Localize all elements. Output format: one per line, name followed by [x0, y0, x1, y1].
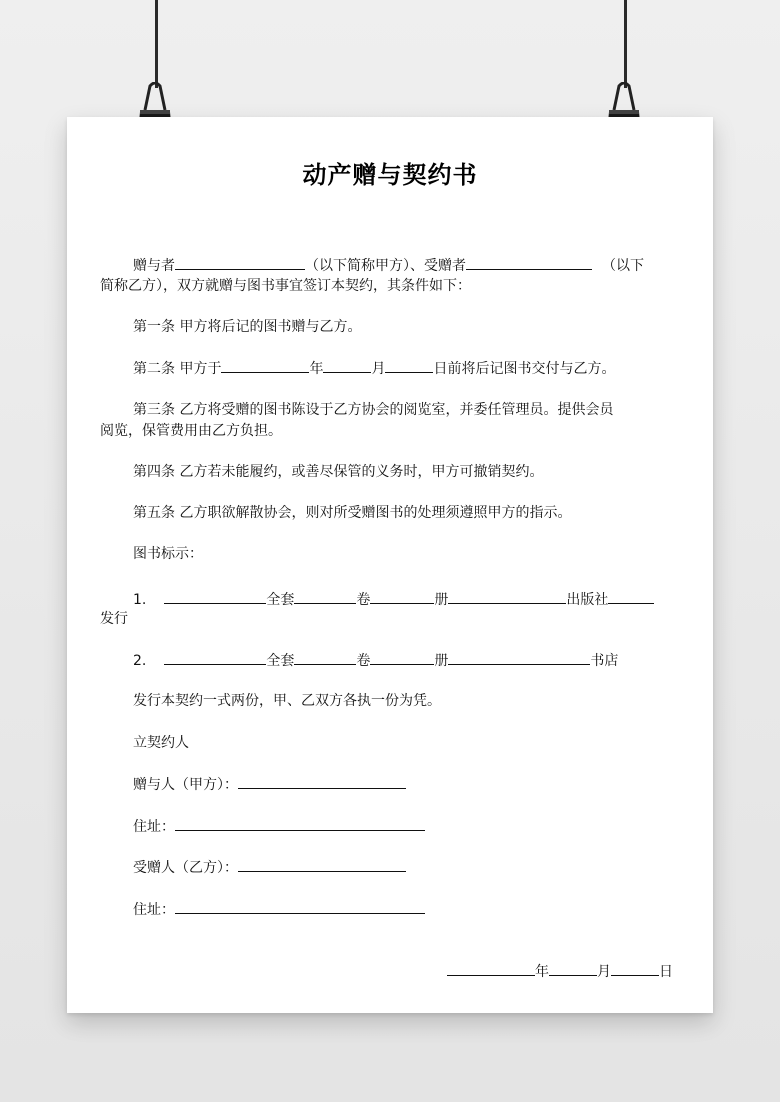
document-page: [67, 117, 713, 1013]
hanging-wire-right: [624, 0, 627, 88]
item-1-number: 1.: [133, 592, 147, 608]
volume-label: 卷: [356, 592, 371, 608]
signing-date: [447, 961, 673, 983]
donee-address-blank: [175, 899, 425, 914]
delivery-year-blank: [221, 358, 309, 373]
year-label: 年: [309, 361, 324, 377]
donor-blank: [175, 255, 305, 270]
donee-signature-line: [133, 857, 406, 879]
article-1: 第一条 甲方将后记的图书赠与乙方。: [133, 319, 362, 335]
copies-label: 册: [434, 592, 449, 608]
month-label: 月: [371, 361, 386, 377]
article-2: [133, 358, 615, 380]
donee-address-label: 住址：: [133, 902, 175, 918]
donor-address-blank: [175, 816, 425, 831]
donee-blank: [466, 255, 592, 270]
article-3-line-2: 阅览，保管费用由乙方负担。: [100, 423, 282, 439]
date-month-label: 月: [597, 964, 611, 980]
books-label: 图书标示：: [133, 546, 203, 562]
party-a-text: （以下简称甲方）、受赠者: [305, 258, 466, 274]
hanging-wire-left: [155, 0, 158, 88]
item-2-title-blank: [164, 650, 266, 665]
item-2-number: 2.: [133, 653, 147, 669]
closing-text: 发行本契约一式两份，甲、乙双方各执一份为凭。: [133, 693, 441, 709]
donee-address-line: [133, 899, 425, 921]
donee-signature-label: 受赠人（乙方）：: [133, 860, 238, 876]
donor-signature-blank: [238, 774, 406, 789]
item-1-publisher-blank: [608, 589, 654, 604]
item-2-volume-blank: [370, 650, 434, 665]
intro-line-1: [133, 255, 644, 277]
date-day-blank: [611, 961, 659, 976]
delivery-month-blank: [323, 358, 371, 373]
article-2-suffix: 日前将后记图书交付与乙方。: [433, 361, 616, 377]
signatories-heading: 立契约人: [133, 735, 189, 751]
item-1-title-blank: [164, 589, 266, 604]
book-item-2: [133, 650, 618, 672]
party-b-prefix: （以下: [602, 258, 644, 274]
item-2-copies-blank: [448, 650, 590, 665]
book-item-1: [133, 589, 654, 611]
article-2-prefix: 第二条 甲方于: [133, 361, 222, 377]
delivery-day-blank: [385, 358, 433, 373]
bookstore-label: 书店: [590, 653, 619, 669]
item-1-copies-blank: [448, 589, 566, 604]
item-1-volume-blank: [370, 589, 434, 604]
item-2-set-blank: [294, 650, 356, 665]
date-year-label: 年: [535, 964, 549, 980]
item-1-set-blank: [294, 589, 356, 604]
intro-line-2: 简称乙方），双方就赠与图书事宜签订本契约，其条件如下：: [100, 278, 471, 294]
document-title: 动产赠与契约书: [302, 161, 478, 189]
date-month-blank: [549, 961, 597, 976]
article-5: 第五条 乙方职欲解散协会，则对所受赠图书的处理须遵照甲方的指示。: [133, 505, 572, 521]
donor-signature-line: [133, 774, 406, 796]
copies-label: 册: [434, 653, 449, 669]
donor-address-line: [133, 816, 425, 838]
full-set-label: 全套: [266, 653, 295, 669]
publisher-label: 出版社: [566, 592, 609, 608]
date-day-label: 日: [659, 964, 673, 980]
issue-label: 发行: [100, 611, 128, 627]
article-3-line-1: 第三条 乙方将受赠的图书陈设于乙方协会的阅览室，并委任管理员。提供会员: [133, 402, 614, 418]
donor-address-label: 住址：: [133, 819, 175, 835]
donor-signature-label: 赠与人（甲方）：: [133, 777, 238, 793]
full-set-label: 全套: [266, 592, 295, 608]
date-year-blank: [447, 961, 535, 976]
article-4: 第四条 乙方若未能履约，或善尽保管的义务时，甲方可撤销契约。: [133, 464, 544, 480]
donor-label: 赠与者: [133, 258, 175, 274]
volume-label: 卷: [356, 653, 371, 669]
donee-signature-blank: [238, 857, 406, 872]
